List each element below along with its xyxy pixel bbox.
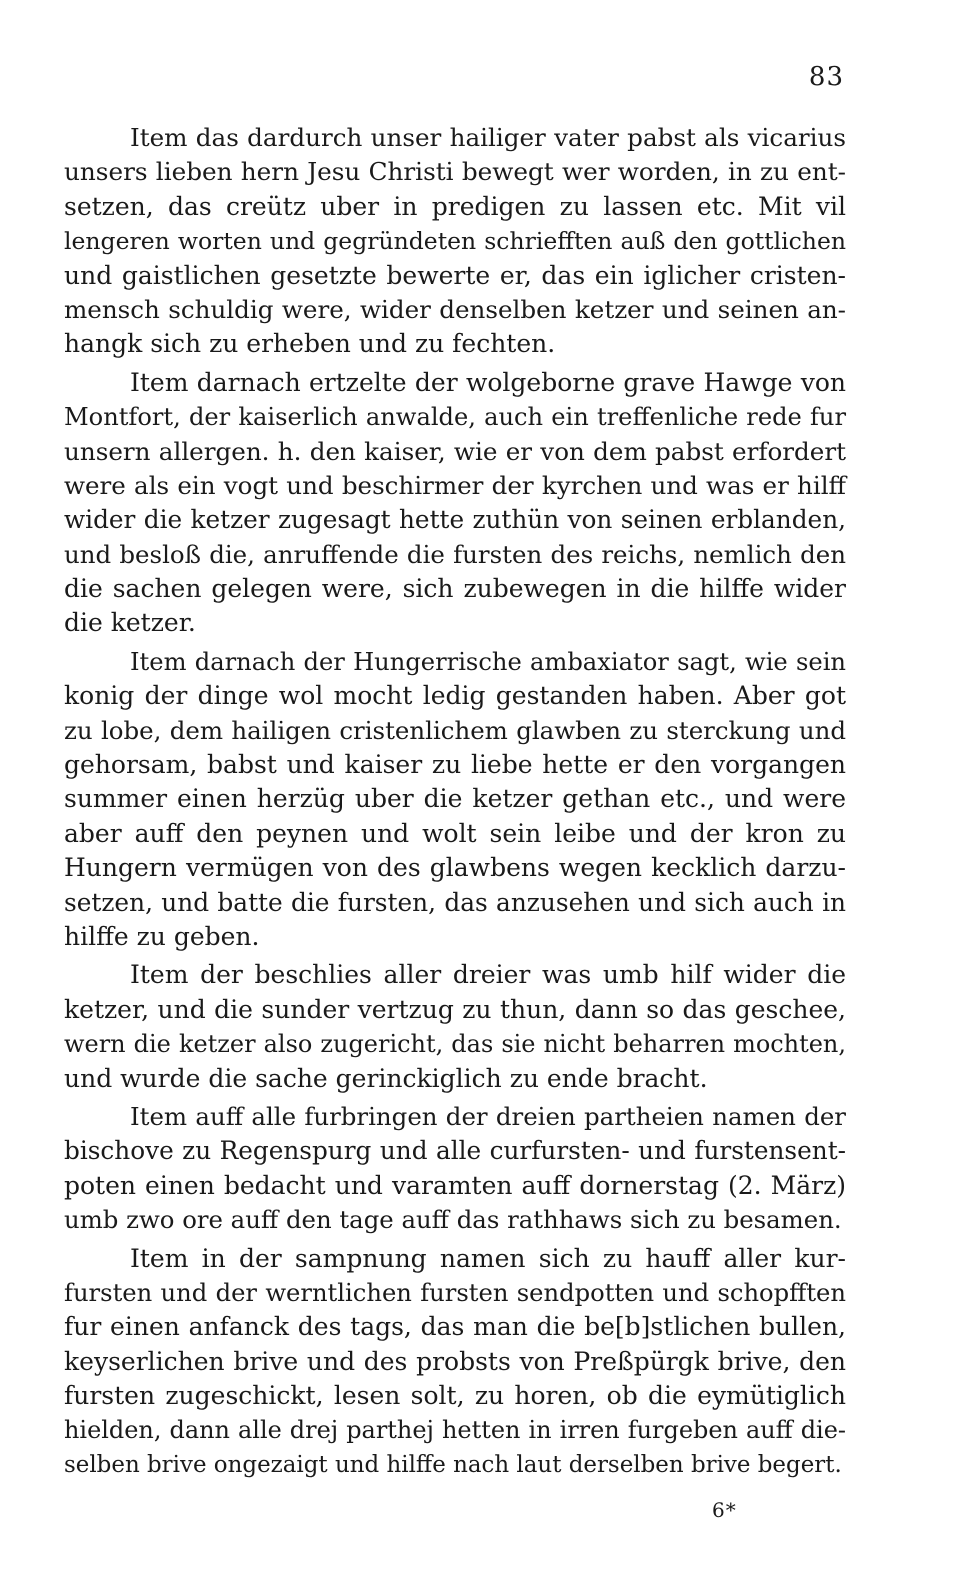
text-line: Item der beschlies aller dreier was umb hilf wider die [130, 960, 846, 990]
text-line: wider die ketzer zugesagt hette zuthün von seinen erblanden, [64, 505, 846, 535]
text-line: bischove zu Regenspurg und alle curfursten- und furstensent- [64, 1136, 846, 1166]
text-line: und wurde die sache gerinckiglich zu ende bracht. [64, 1063, 708, 1093]
text-line: selben brive ongezaigt und hilffe nach laut derselben brive begert. [64, 1451, 842, 1478]
signature-mark: 6* [712, 1498, 737, 1522]
text-line: Montfort, der kaiserlich anwalde, auch ein treffenliche rede fur [64, 403, 846, 432]
paragraph [64, 645, 846, 955]
text-line: setzen, und batte die fursten, das anzusehen und sich auch in [64, 887, 846, 917]
text-line: Hungern vermügen von des glawbens wegen kecklich darzu- [64, 853, 846, 883]
text-line: gehorsam, babst und kaiser zu liebe hette er den vorgangen [64, 750, 846, 780]
text-line: hangk sich zu erheben und zu fechten. [64, 329, 556, 359]
text-line: setzen, das creütz uber in predigen zu lassen etc. Mit vil [64, 191, 846, 221]
page-number: 83 [808, 62, 844, 92]
text-line: fursten und der werntlichen fursten sendpotten und schopfften [64, 1278, 846, 1307]
text-line: unsers lieben hern Jesu Christi bewegt wer worden, in zu ent- [64, 157, 846, 187]
text-line: fursten zugeschickt, lesen solt, zu horen, ob die eymütiglich [64, 1381, 846, 1411]
text-line: ketzer, und die sunder vertzug zu thun, dann so das geschee, [64, 994, 846, 1024]
text-line: Item auff alle furbringen der dreien partheien namen der [130, 1101, 846, 1131]
text-line: umb zwo ore auff den tage auff das rathhaws sich zu besamen. [64, 1205, 842, 1235]
text-line: Item darnach der Hungerrische ambaxiator sagt, wie sein [130, 647, 846, 676]
body-text [64, 121, 846, 1482]
text-line: und besloß die, anruffende die fursten des reichs, nemlich den [64, 539, 846, 569]
text-line: wern die ketzer also zugericht, das sie nicht beharren mochten, [64, 1030, 846, 1059]
paragraph [64, 958, 846, 1096]
text-line: poten einen bedacht und varamten auff dornerstag (2. März) [64, 1170, 846, 1200]
text-line: die ketzer. [64, 608, 196, 638]
text-line: keyserlichen brive und des probsts von Preßpürgk brive, den [64, 1346, 846, 1376]
text-line: hielden, dann alle drej parthej hetten in irren furgeben auff die- [64, 1416, 846, 1445]
text-line: aber auff den peynen und wolt sein leibe und der kron zu [64, 818, 846, 848]
text-line: die sachen gelegen were, sich zubewegen in die hilffe wider [64, 574, 846, 604]
text-line: konig der dinge wol mocht ledig gestanden haben. Aber got [64, 681, 846, 711]
paragraph [64, 1100, 846, 1238]
paragraph [64, 1242, 846, 1483]
text-line: Item das dardurch unser hailiger vater pabst als vicarius [130, 123, 846, 152]
text-line: Item in der sampnung namen sich zu hauff aller kur- [130, 1243, 846, 1273]
text-line: fur einen anfanck des tags, das man die be[b]stlichen bullen, [64, 1312, 846, 1342]
text-line: Item darnach ertzelte der wolgeborne grave Hawge von [130, 367, 846, 397]
text-line: were als ein vogt und beschirmer der kyrchen und was er hilff [64, 470, 846, 500]
text-line: hilffe zu geben. [64, 921, 260, 951]
text-line: lengeren worten und gegründeten schriefften auß den gottlichen [64, 227, 846, 256]
text-line: mensch schuldig were, wider denselben ketzer und seinen an- [64, 294, 846, 324]
text-line: summer einen herzüg uber die ketzer gethan etc., und were [64, 784, 846, 814]
paragraph [64, 366, 846, 641]
text-line: und gaistlichen gesetzte bewerte er, das ein iglicher cristen- [64, 260, 846, 290]
text-line: unsern allergen. h. den kaiser, wie er von dem pabst erfordert [64, 436, 846, 466]
paragraph [64, 121, 846, 362]
text-line: zu lobe, dem hailigen cristenlichem glawben zu sterckung und [64, 715, 846, 745]
